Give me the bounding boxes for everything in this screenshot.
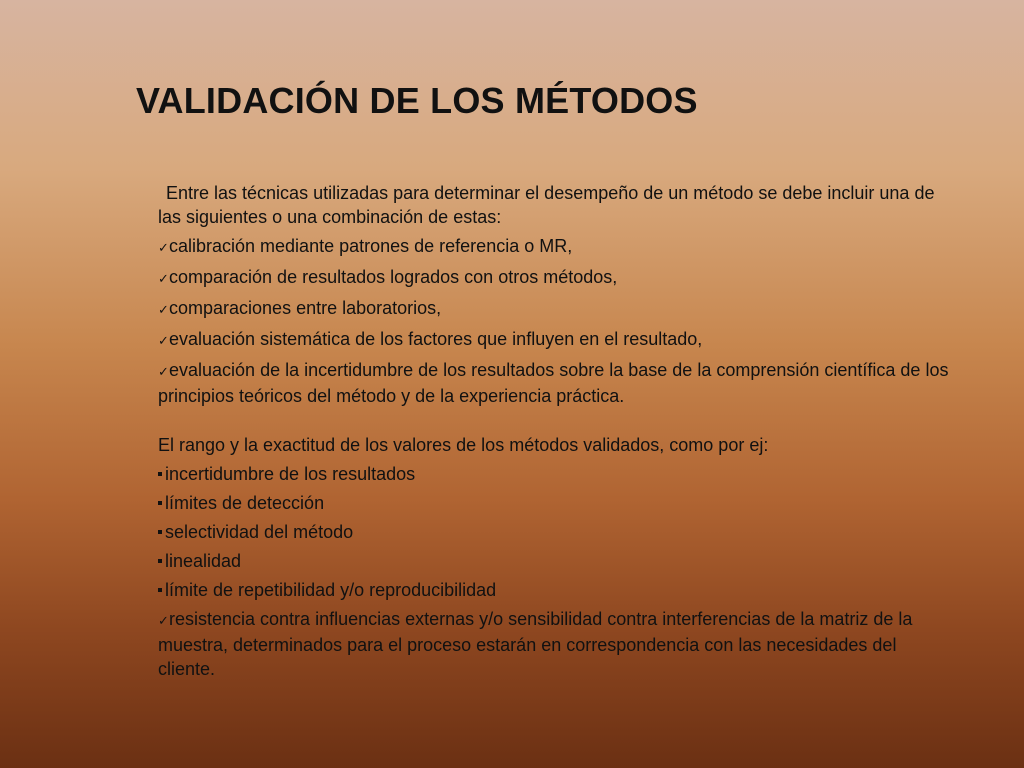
checkmark-icon: ✓ — [158, 333, 169, 348]
technique-text: comparaciones entre laboratorios, — [169, 298, 442, 318]
range-text: límites de detección — [165, 493, 325, 513]
paragraph-spacer — [158, 413, 958, 433]
range-item — [158, 491, 958, 515]
range-item — [158, 462, 958, 486]
final-item — [158, 607, 958, 681]
slide-title: VALIDACIÓN DE LOS MÉTODOS — [136, 80, 698, 121]
range-item — [158, 520, 958, 544]
checkmark-icon: ✓ — [158, 364, 169, 379]
technique-item — [158, 234, 958, 260]
range-text: límite de repetibilidad y/o reproducibilidad — [165, 580, 497, 600]
technique-item — [158, 265, 958, 291]
range-text: linealidad — [165, 551, 242, 571]
checkmark-icon: ✓ — [158, 613, 169, 628]
range-text: incertidumbre de los resultados — [165, 464, 416, 484]
technique-text: evaluación sistemática de los factores que influyen en el resultado, — [169, 329, 703, 349]
technique-text: calibración mediante patrones de referencia o MR, — [169, 236, 573, 256]
square-bullet-icon — [158, 501, 162, 505]
technique-item — [158, 358, 958, 408]
intro-paragraph: Entre las técnicas utilizadas para determinar el desempeño de un método se debe incluir una de las siguientes o una combinación de estas: — [158, 183, 935, 227]
checkmark-icon: ✓ — [158, 302, 169, 317]
checkmark-icon: ✓ — [158, 271, 169, 286]
checkmark-icon: ✓ — [158, 240, 169, 255]
square-bullet-icon — [158, 472, 162, 476]
range-item — [158, 549, 958, 573]
technique-item — [158, 296, 958, 322]
final-text: resistencia contra influencias externas y/o sensibilidad contra interferencias de la matriz de la muestra, determinados para el proceso estarán en correspondencia con las necesidades del cliente. — [158, 609, 913, 679]
technique-item — [158, 327, 958, 353]
range-text: selectividad del método — [165, 522, 354, 542]
square-bullet-icon — [158, 588, 162, 592]
technique-text: comparación de resultados logrados con otros métodos, — [169, 267, 618, 287]
square-bullet-icon — [158, 530, 162, 534]
square-bullet-icon — [158, 559, 162, 563]
technique-text: evaluación de la incertidumbre de los resultados sobre la base de la comprensión científica de los principios teóricos del método y de la experiencia práctica. — [158, 360, 949, 406]
slide-body — [158, 181, 958, 686]
range-item — [158, 578, 958, 602]
range-intro-paragraph: El rango y la exactitud de los valores de los métodos validados, como por ej: — [158, 435, 769, 455]
